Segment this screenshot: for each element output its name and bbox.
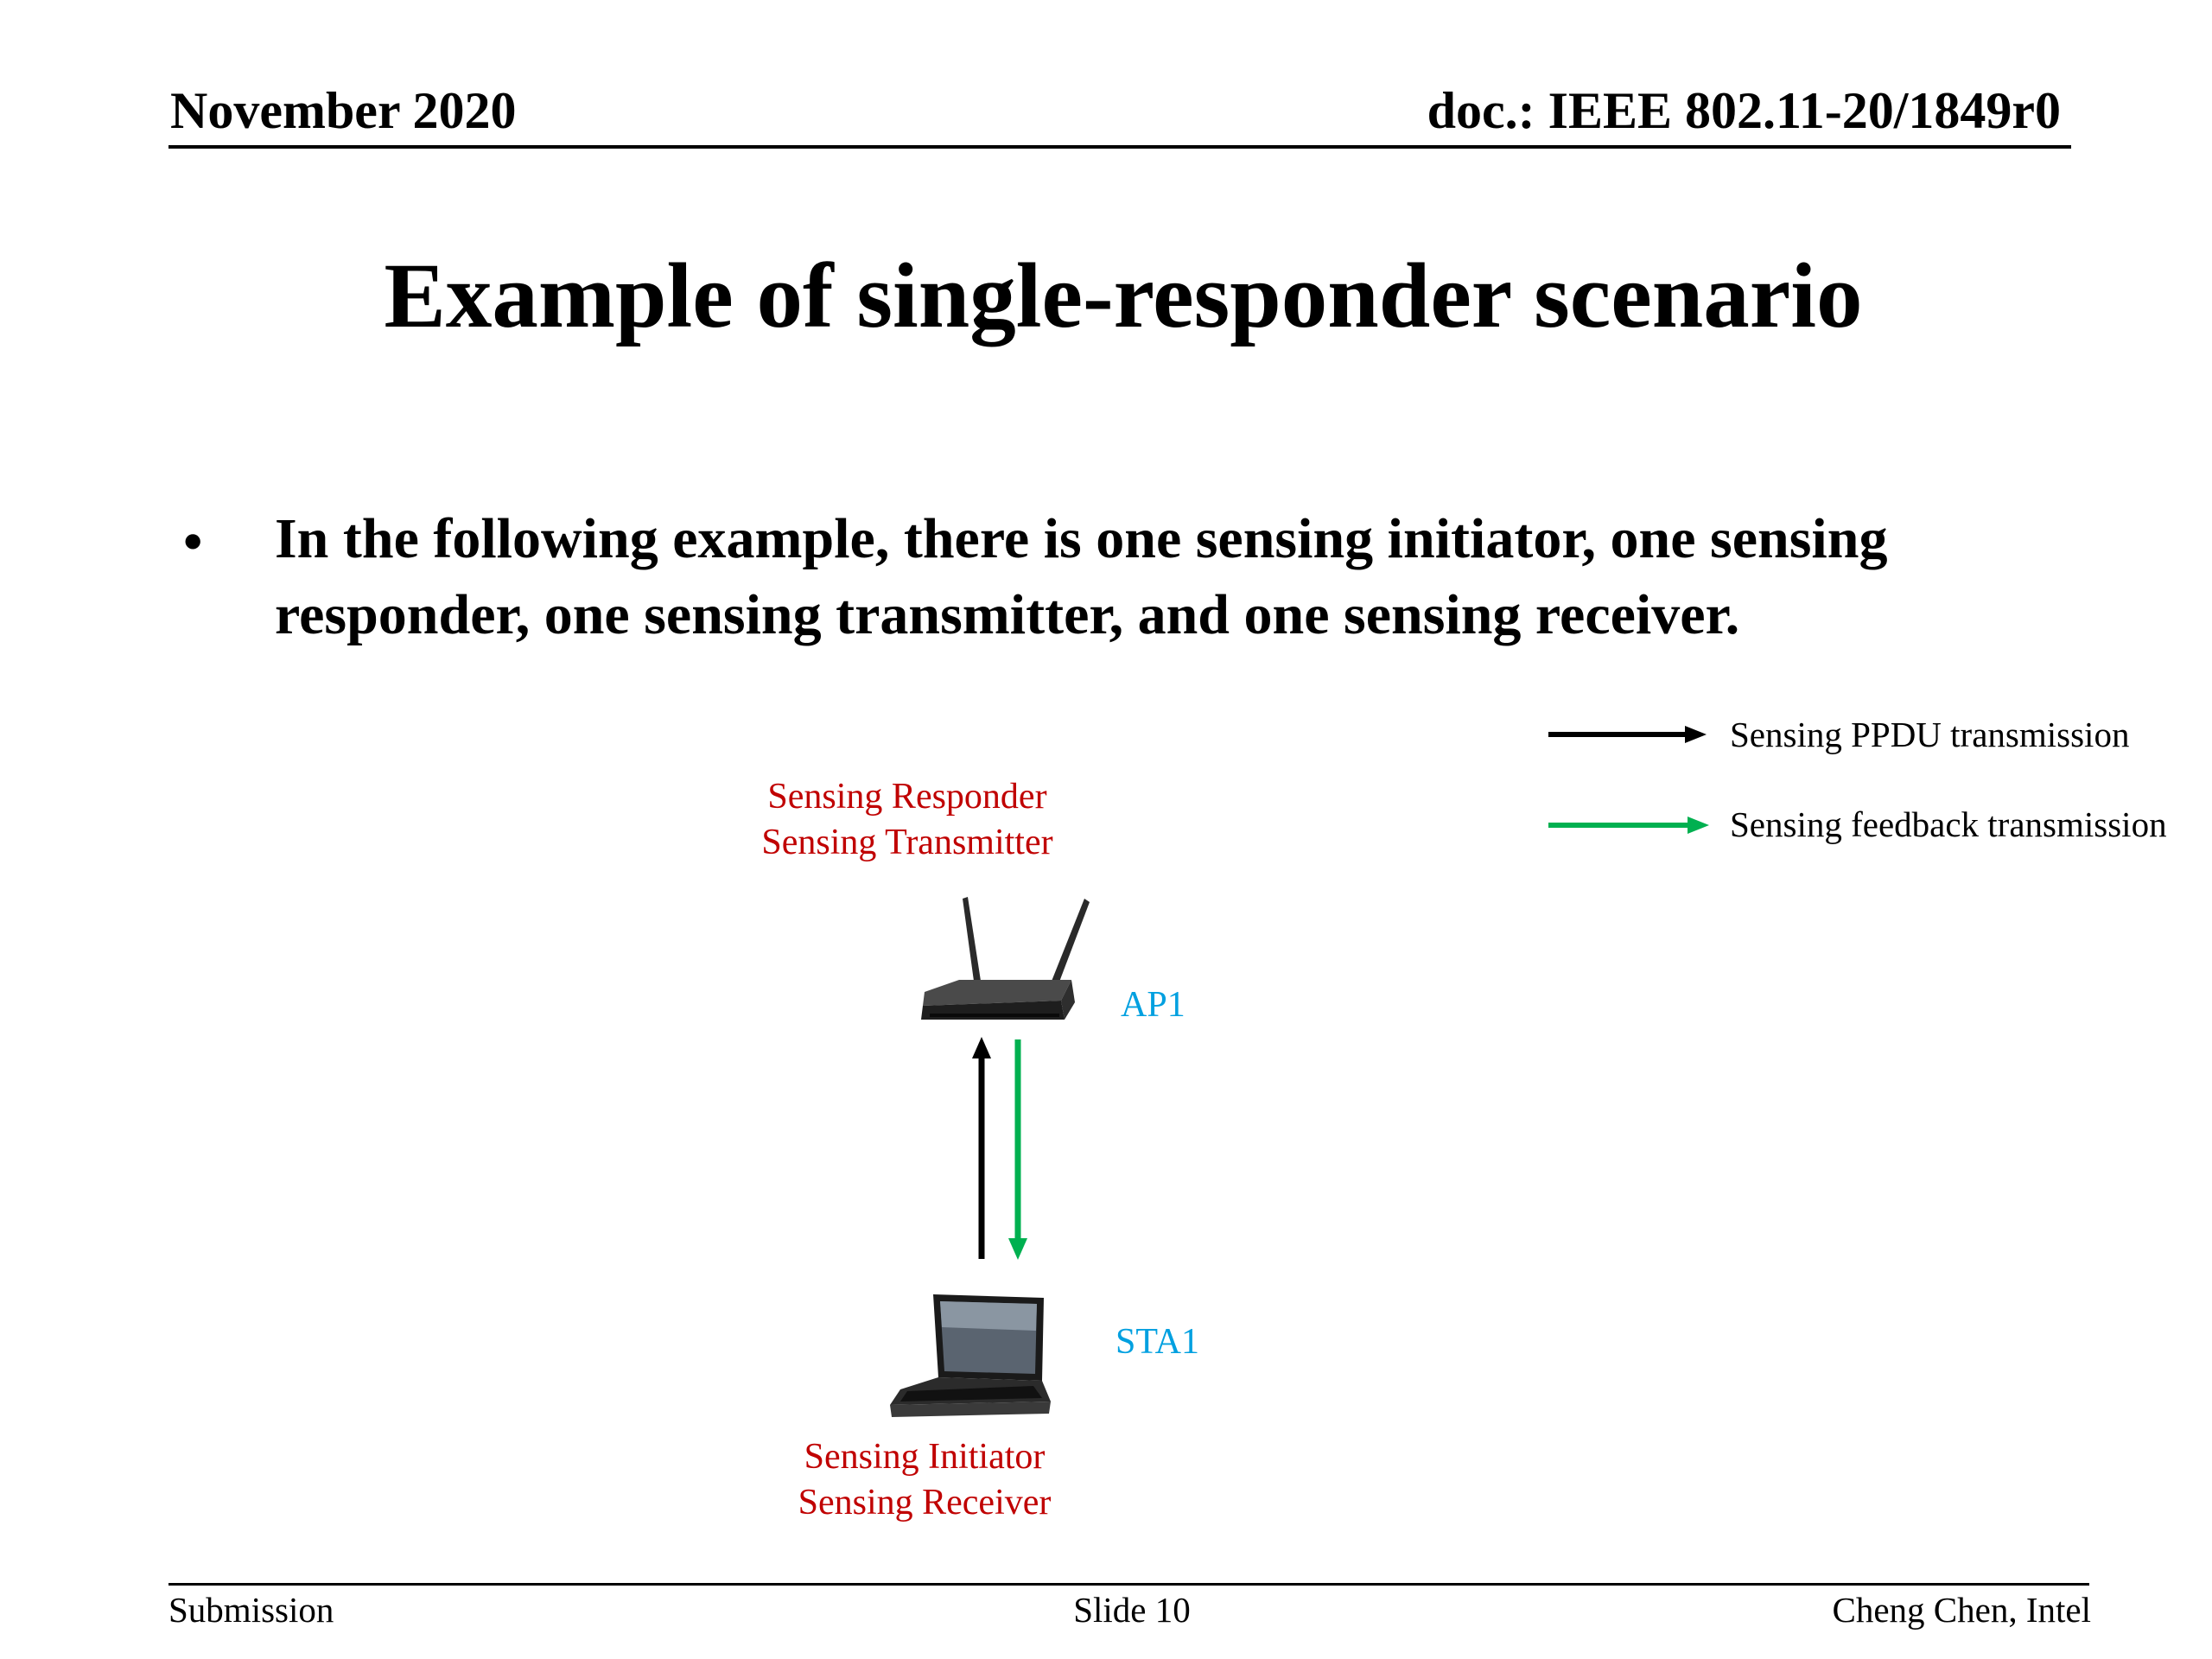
feedback-arrow [1008, 1039, 1027, 1260]
header-date: November 2020 [170, 82, 517, 139]
legend-ppdu-arrow [1548, 726, 1707, 743]
wifi-router-icon [907, 890, 1097, 1037]
legend-arrows [1547, 721, 1711, 851]
ap-role-responder: Sensing Responder [767, 777, 1047, 817]
ppdu-arrow [972, 1037, 991, 1259]
bullet-marker: • [183, 511, 203, 572]
sta-role-initiator: Sensing Initiator [804, 1437, 1046, 1477]
header-divider [168, 145, 2071, 149]
sta-role-labels [726, 1434, 1123, 1526]
ap-name: AP1 [1121, 985, 1185, 1025]
slide-title: Example of single-responder scenario [384, 245, 1863, 347]
sta-role-receiver: Sensing Receiver [798, 1483, 1052, 1522]
footer-submission: Submission [168, 1590, 334, 1630]
sta-name: STA1 [1116, 1322, 1199, 1362]
ap-role-transmitter: Sensing Transmitter [761, 823, 1053, 862]
legend-feedback-arrow [1548, 817, 1709, 834]
ap-role-labels [709, 774, 1106, 866]
footer-author: Cheng Chen, Intel [1832, 1590, 2091, 1630]
footer-divider [168, 1583, 2089, 1586]
link-arrows [959, 1033, 1028, 1270]
laptop-icon [881, 1287, 1054, 1426]
header-doc-id: doc.: IEEE 802.11-20/1849r0 [1427, 82, 2061, 139]
footer-slide-number: Slide 10 [1073, 1590, 1191, 1630]
bullet-text: In the following example, there is one sensing initiator, one sensing responder, one sensing transmitter, and one sensing receiver. [275, 507, 1888, 646]
legend-ppdu-label: Sensing PPDU transmission [1730, 715, 2130, 754]
legend-feedback-label: Sensing feedback transmission [1730, 804, 2167, 844]
